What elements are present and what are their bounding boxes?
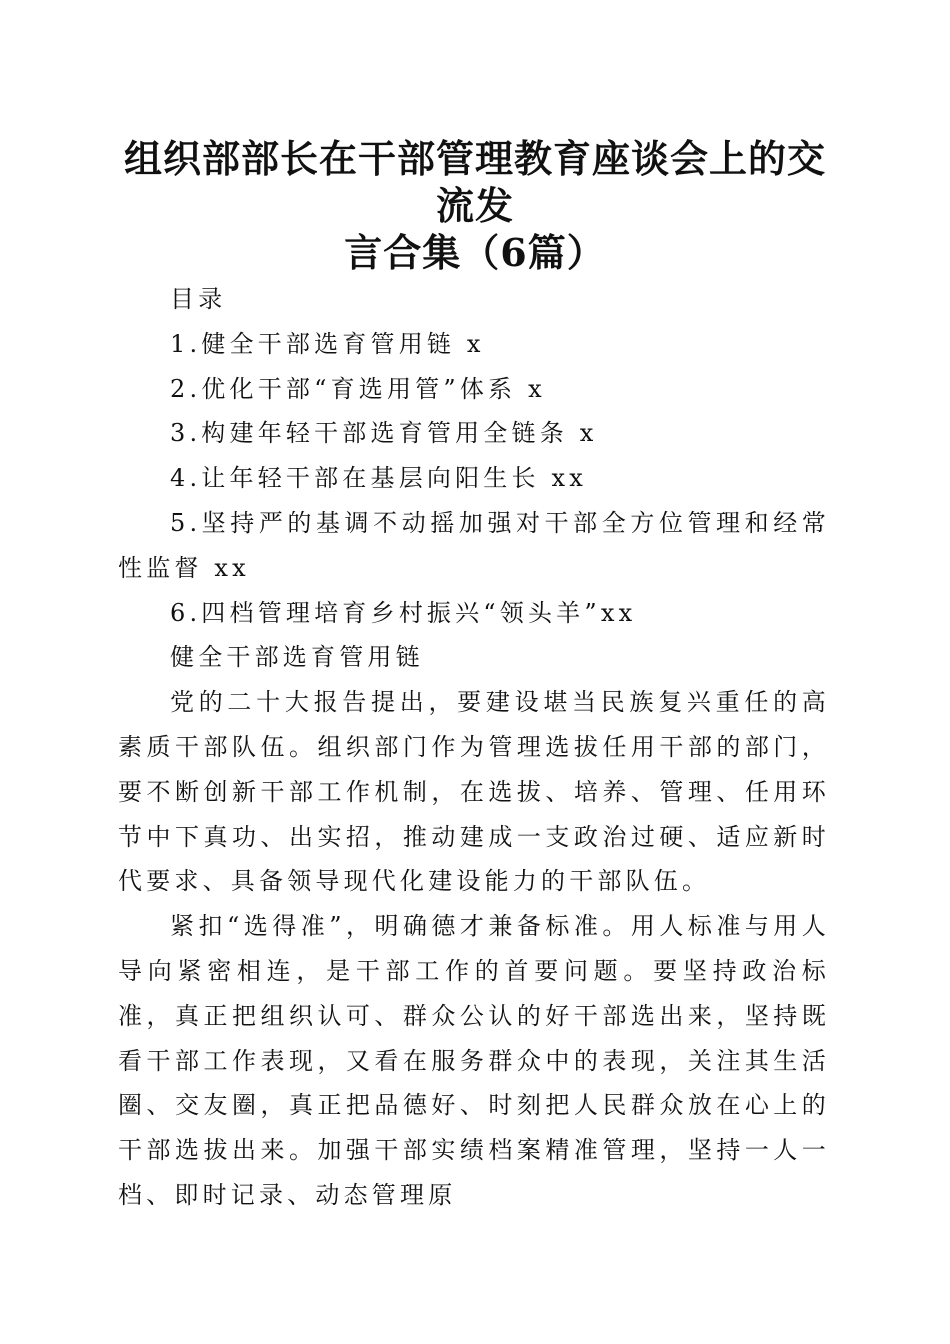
toc-item-5: 5.坚持严的基调不动摇加强对干部全方位管理和经常性监督 xx <box>118 508 830 582</box>
toc-item-4: 4.让年轻干部在基层向阳生长 xx <box>170 464 587 493</box>
section-heading: 健全干部选育管用链 <box>170 643 424 672</box>
toc-item-6: 6.四档管理培育乡村振兴“领头羊”xx <box>170 598 637 627</box>
document-body <box>118 277 830 1218</box>
body-paragraph-1: 党的二十大报告提出，要建设堪当民族复兴重任的高素质干部队伍。组织部门作为管理选拔任用干部的部门，要不断创新干部工作机制，在选拔、培养、管理、任用环节中下真功、出实招，推动建成一支政治过硬、适应新时代要求、具备领导现代化建设能力的干部队伍。 <box>118 688 830 896</box>
body-paragraph-2: 紧扣“选得准”，明确德才兼备标准。用人标准与用人导向紧密相连，是干部工作的首要问题。要坚持政治标准，真正把组织认可、群众公认的好干部选出来，坚持既看干部工作表现，又看在服务群众中的表现，关注其生活圈、交友圈，真正把品德好、时刻把人民群众放在心上的干部选拔出来。加强干部实绩档案精准管理，坚持一人一档、即时记录、动态管理原 <box>118 912 830 1209</box>
toc-item-2: 2.优化干部“育选用管”体系 x <box>170 374 546 403</box>
title-line-1: 组织部部长在干部管理教育座谈会上的交流发 <box>123 136 826 228</box>
toc-item-3: 3.构建年轻干部选育管用全链条 x <box>170 419 598 448</box>
title-line-2: 言合集（6篇） <box>344 230 606 275</box>
toc-item-1: 1.健全干部选育管用链 x <box>170 329 485 358</box>
toc-heading: 目录 <box>170 285 227 313</box>
document-title <box>108 135 842 276</box>
